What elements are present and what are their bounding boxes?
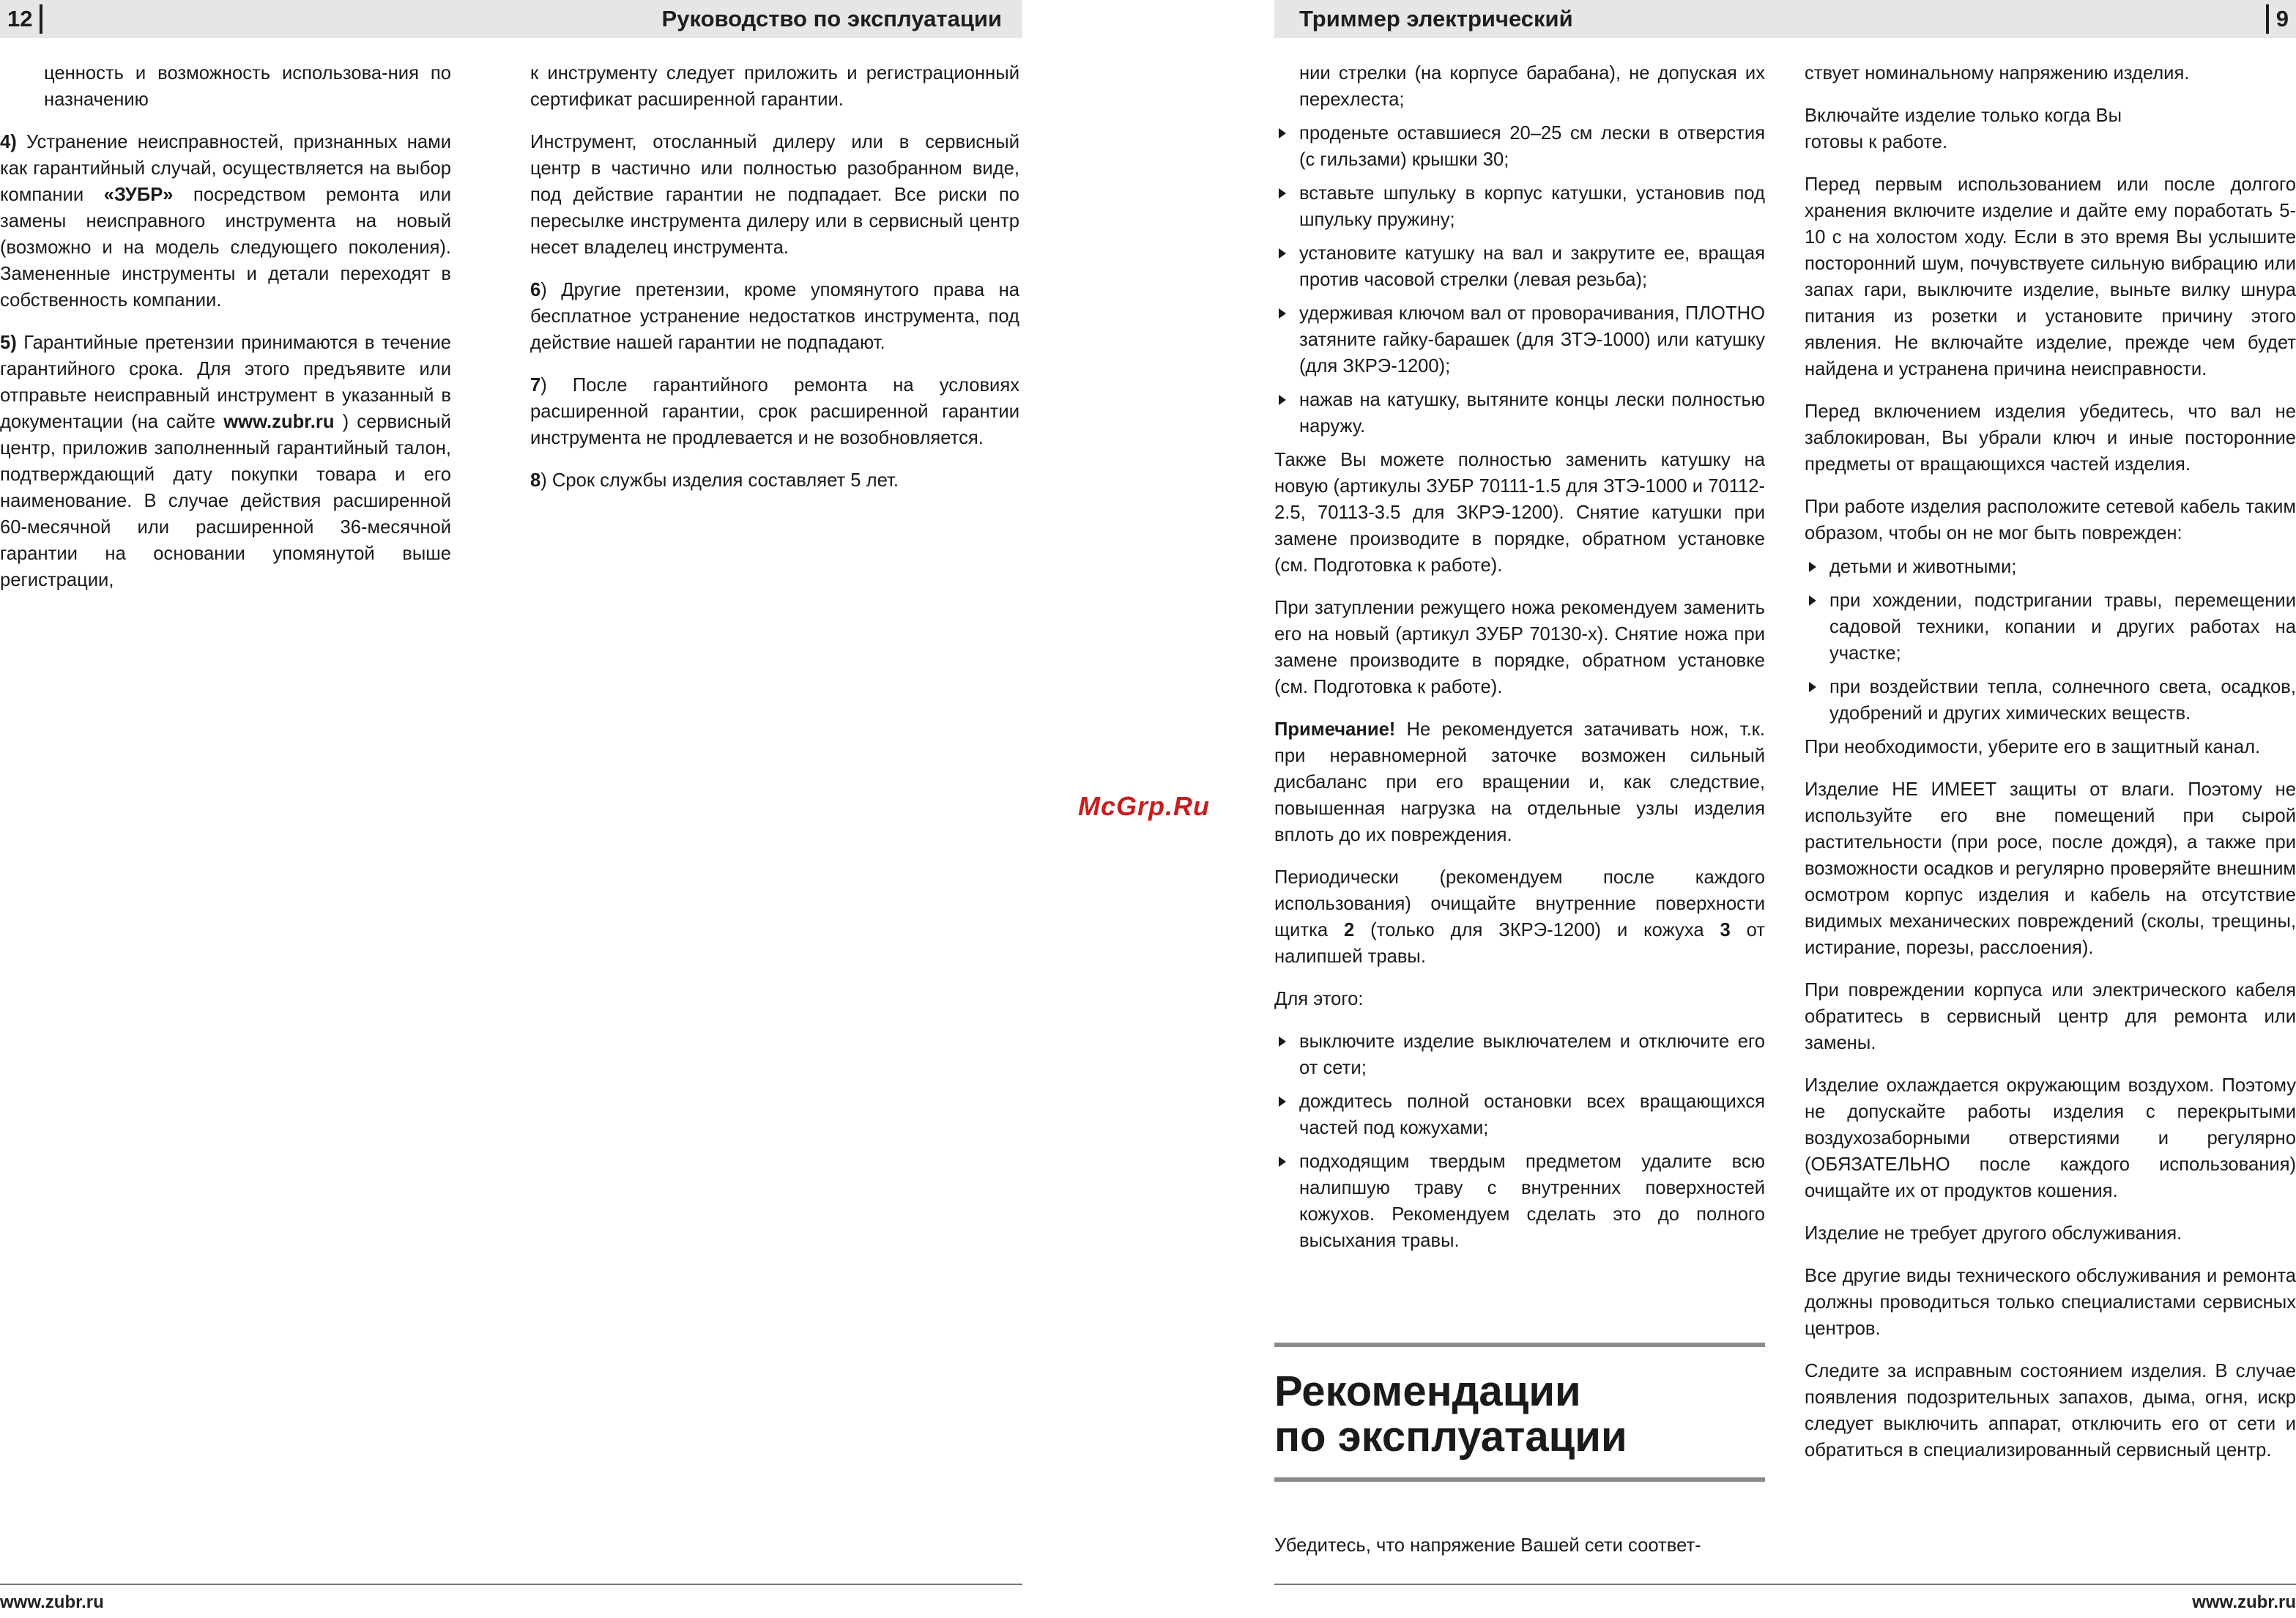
paragraph-cleaning <box>1274 864 1765 970</box>
ref-number: 2 <box>1343 920 1355 940</box>
ref-number: 3 <box>1720 920 1731 940</box>
bullet-list-cleaning <box>1274 1028 1765 1254</box>
footer-url[interactable]: www.zubr.ru <box>0 1592 104 1612</box>
item-number: 6 <box>530 280 541 300</box>
section-title-line: по эксплуатации <box>1274 1413 1627 1461</box>
paragraph-6 <box>530 277 1019 356</box>
paragraph-text: посредством ремонта или замены неисправного инструмента на новый (возможно и на модель следующего поколения). Замененные инструменты и детали переходят в собственность компании. <box>0 185 451 311</box>
right-column-2 <box>1805 60 2296 1463</box>
right-page <box>1274 0 2296 1618</box>
paragraph-text: Периодически (рекомендуем после каждого использования) очищайте внутренние поверхности щитка <box>1274 867 1765 940</box>
list-item: дождитесь полной остановки всех вращающихся частей под кожухами; <box>1274 1088 1765 1141</box>
paragraph-4 <box>0 129 451 313</box>
paragraph: При необходимости, уберите его в защитный канал. <box>1805 737 2261 757</box>
paragraph: Изделие НЕ ИМЕЕТ защиты от влаги. Поэтому не используйте его вне помещений при сырой растительности (при росе, после дождя), а также при возможности осадков и регулярно проверяйте внешним осмотром корпус изделия и кабель на отсутствие видимых механических повреждений (сколы, трещины, истирание, порезы, расслоения). <box>1805 779 2296 958</box>
left-page-number: 12 <box>0 4 42 34</box>
section-heading-block <box>1274 1343 1765 1482</box>
paragraph: к инструменту следует приложить и регистрационный сертификат расширенной гарантии. <box>530 63 1019 110</box>
footer-url[interactable]: www.zubr.ru <box>2192 1592 2296 1612</box>
list-item: детьми и животными; <box>1805 554 2296 580</box>
section-bottom-rule <box>1274 1477 1765 1482</box>
paragraph: При работе изделия расположите сетевой кабель таким образом, чтобы он не мог быть поврежден: <box>1805 497 2296 543</box>
bullet-list-cable <box>1805 554 2296 727</box>
bullet-list-assembly <box>1274 120 1765 439</box>
paragraph: Также Вы можете полностью заменить катушку на новую (артикулы ЗУБР 70111-1.5 для ЗТЭ-1000 и 70112-2.5, 70113-3.5 для ЗКРЭ-1200). Снятие катушки при замене производите в порядке, обратном установке (см. Подготовка к работе). <box>1274 450 1765 576</box>
right-column-1-bottom <box>1274 1532 1765 1559</box>
note-paragraph <box>1274 716 1765 848</box>
left-page <box>0 0 1022 1618</box>
paragraph: Для этого: <box>1274 989 1364 1009</box>
paragraph-text: (только для ЗКРЭ-1200) и кожуха <box>1354 920 1720 940</box>
brand-name: «ЗУБР» <box>103 185 174 205</box>
right-page-number: 9 <box>2266 4 2296 34</box>
list-item: при воздействии тепла, солнечного света, осадков, удобрений и других химических веществ. <box>1805 674 2296 727</box>
paragraph: Перед первым использованием или после долгого хранения включите изделие и дайте ему поработать 5-10 с на холостом ходу. Если в это время Вы услышите посторонний шум, почувствуете сильную вибрацию или запах гари, выключите изделие, выньте вилку шнура питания из розетки и установите причину этого явления. Не включайте изделие, прежде чем будет найдена и устранена причина неисправности. <box>1805 174 2296 379</box>
right-header-title: Триммер электрический <box>1299 6 1573 31</box>
footer-divider <box>0 1584 1022 1585</box>
paragraph-text: Гарантийные претензии принимаются в течение гарантийного срока. Для этого предъявите или отправьте неисправный инструмент в указанный в документации (на сайте <box>0 333 451 432</box>
paragraph: Все другие виды технического обслуживания и ремонта должны проводиться только специалистами сервисных центров. <box>1805 1266 2296 1339</box>
section-title <box>1274 1347 1765 1477</box>
paragraph-text: ) Другие претензии, кроме упомянутого права на бесплатное устранение недостатков инструмента, под действие нашей гарантии не подпадают. <box>530 280 1019 353</box>
paragraph: При повреждении корпуса или электрического кабеля обратитесь в сервисный центр для ремонта или замены. <box>1805 980 2296 1053</box>
list-item: вставьте шпульку в корпус катушки, установив под шпульку пружину; <box>1274 180 1765 233</box>
paragraph: Убедитесь, что напряжение Вашей сети соответ- <box>1274 1535 1701 1556</box>
paragraph: Изделие не требует другого обслуживания. <box>1805 1223 2182 1244</box>
list-item: при хождении, подстригании травы, перемещении садовой техники, копании и других работах на участке; <box>1805 587 2296 667</box>
right-page-header <box>1274 0 2296 38</box>
paragraph-5 <box>0 330 451 593</box>
paragraph-continuation: нии стрелки (на корпусе барабана), не допуская их перехлеста; <box>1299 63 1765 110</box>
list-item: установите катушку на вал и закрутите ее, вращая против часовой стрелки (левая резьба); <box>1274 240 1765 293</box>
item-number: 5) <box>0 333 17 353</box>
section-title-line: Рекомендации <box>1274 1367 1581 1415</box>
paragraph: Следите за исправным состоянием изделия. В случае появления подозрительных запахов, дыма, огня, искр следует выключить аппарат, отключить его от сети и обратиться в специализированный сервисный центр. <box>1805 1361 2296 1461</box>
paragraph: При затуплении режущего ножа рекомендуем заменить его на новый (артикул ЗУБР 70130-х). Снятие ножа при замене производите в порядке, обратном установке (см. Подготовка к работе). <box>1274 598 1765 697</box>
paragraph: Включайте изделие только когда Вы готовы к работе. <box>1805 105 2122 152</box>
item-number: 8 <box>530 470 541 491</box>
paragraph: Изделие охлаждается окружающим воздухом. Поэтому не допускайте работы изделия с перекрытыми воздухозаборными отверстиями и регулярно (ОБЯЗАТЕЛЬНО после каждого использования) очищайте их от продуктов кошения. <box>1805 1075 2296 1201</box>
left-header-title: Руководство по эксплуатации <box>661 6 1002 31</box>
paragraph-text: ) Срок службы изделия составляет 5 лет. <box>540 470 899 491</box>
paragraph-8 <box>530 467 1019 494</box>
item-number: 7 <box>530 375 541 396</box>
watermark: McGrp.Ru <box>1078 791 1211 821</box>
paragraph: Инструмент, отосланный дилеру или в сервисный центр в частично или полностью разобранном виде, под действие гарантии не подпадает. Все риски по пересылке инструмента дилеру или в сервисный центр несет владелец инструмента. <box>530 132 1019 258</box>
paragraph-7 <box>530 372 1019 451</box>
list-item: удерживая ключом вал от проворачивания, ПЛОТНО затяните гайку-барашек (для ЗТЭ-1000) или катушку (для ЗКРЭ-1200); <box>1274 300 1765 379</box>
website-link[interactable]: www.zubr.ru <box>223 412 335 432</box>
paragraph-text: Устранение неисправностей, признанных нами как гарантийный случай, осуществляется на выбор компании <box>0 132 451 205</box>
item-number: 4) <box>0 132 17 152</box>
list-item: проденьте оставшиеся 20–25 см лески в отверстия (с гильзами) крышки 30; <box>1274 120 1765 173</box>
paragraph: ствует номинальному напряжению изделия. <box>1805 63 2190 84</box>
paragraph: Перед включением изделия убедитесь, что вал не заблокирован, Вы убрали ключ и иные посторонние предметы от вращающихся частей изделия. <box>1805 401 2296 475</box>
footer-divider <box>1274 1584 2296 1585</box>
paragraph-continuation: ценность и возможность использова-ния по назначению <box>44 63 451 110</box>
list-item: нажав на катушку, вытяните концы лески полностью наружу. <box>1274 387 1765 439</box>
right-column-1 <box>1274 60 1765 1261</box>
paragraph-text: ) сервисный центр, приложив заполненный гарантийный талон, подтверждающий дату покупки товара и его наименование. В случае действия расширенной 60-месячной или расширенной 36-месячной гарантии на основании упомянутой выше регистрации, <box>0 412 451 590</box>
paragraph-text: ) После гарантийного ремонта на условиях расширенной гарантии, срок расширенной гарантии инструмента не продлевается и не возобновляется. <box>530 375 1019 448</box>
paragraph-text: от налипшей травы. <box>1274 920 1765 967</box>
note-label: Примечание! <box>1274 719 1396 740</box>
list-item: выключите изделие выключателем и отключите его от сети; <box>1274 1028 1765 1081</box>
left-column-2 <box>530 60 1019 510</box>
left-page-header <box>0 0 1022 38</box>
left-column-1 <box>0 60 451 609</box>
paragraph-text: Не рекомендуется затачивать нож, т.к. при неравномерной заточке возможен сильный дисбаланс при его вращении и, как следствие, повышенная нагрузка на отдельные узлы изделия вплоть до их повреждения. <box>1274 719 1765 845</box>
list-item: подходящим твердым предметом удалите всю налипшую траву с внутренних поверхностей кожухов. Рекомендуем сделать это до полного высыхания травы. <box>1274 1148 1765 1254</box>
